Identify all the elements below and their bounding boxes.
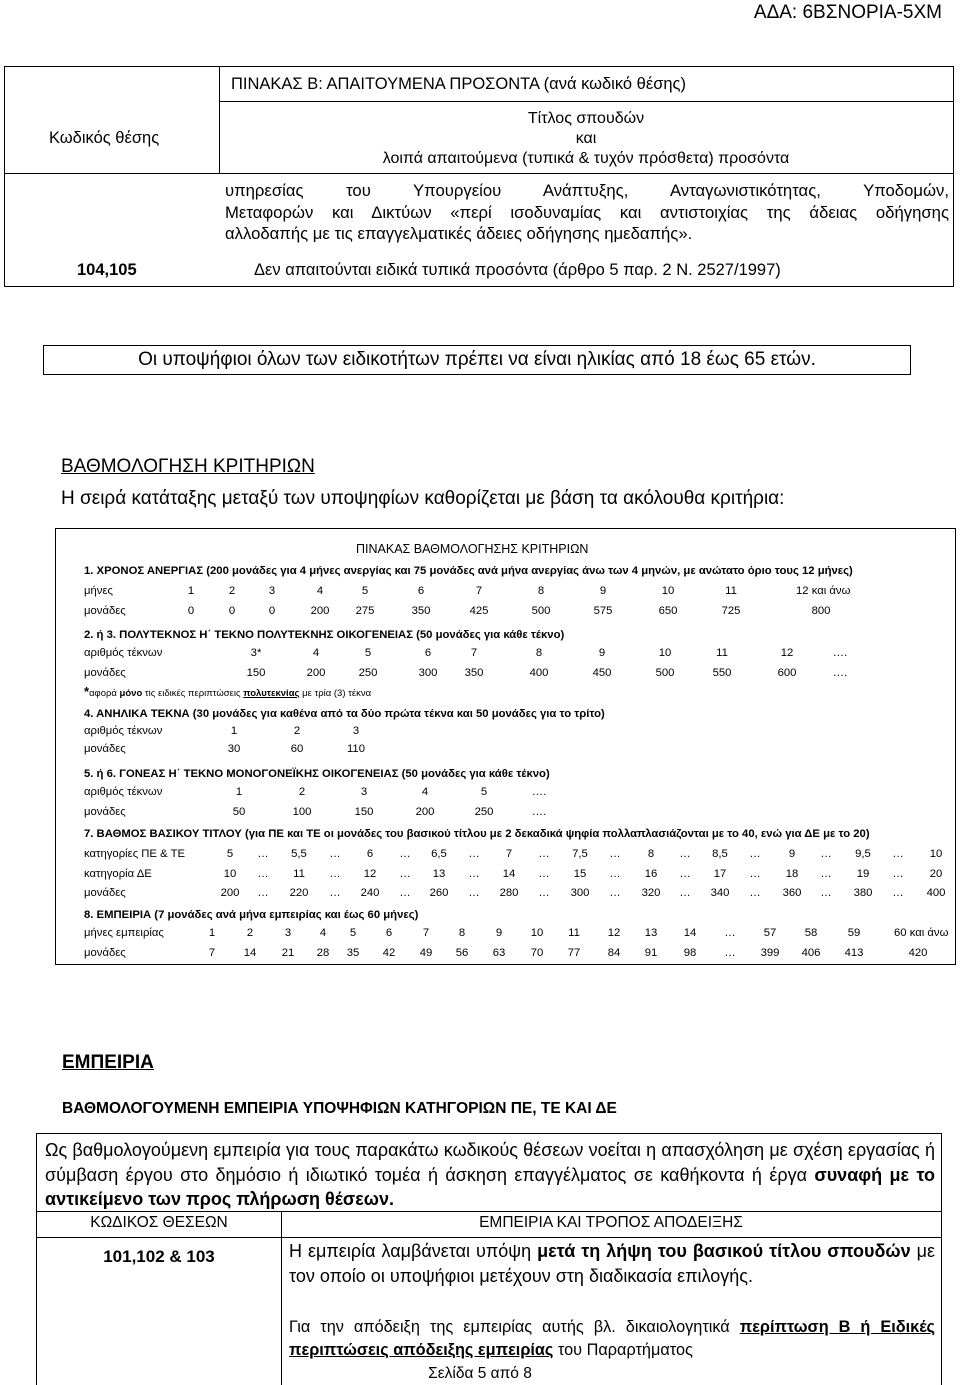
table-cell: 35	[346, 947, 360, 959]
table-cell: 6,5	[431, 848, 447, 860]
row-label: αριθμός τέκνων	[84, 725, 163, 737]
table-cell: 17	[713, 868, 727, 880]
table-cell: 300	[570, 887, 590, 899]
table-cell: …	[399, 868, 411, 880]
table-cell: …	[329, 848, 341, 860]
table-cell: 15	[573, 868, 587, 880]
table-cell: 12	[607, 927, 621, 939]
table-cell: 413	[844, 947, 864, 959]
table-cell: 12	[780, 647, 794, 659]
table-cell: 1	[230, 725, 238, 737]
experience-rule: Η εμπειρία λαμβάνεται υπόψη μετά τη λήψη του βασικού τίτλου σπουδών με τον οποίο οι υποψήφιοι μετέχουν στη διαδικασία επιλογής.	[289, 1241, 935, 1286]
table-cell: 2	[246, 927, 254, 939]
row-label: αριθμός τέκνων	[84, 786, 163, 798]
experience-intro: Ως βαθμολογούμενη εμπειρία για τους παρακάτω κωδικούς θέσεων νοείται η απασχόληση με σχέση εργασίας ή σύμβαση έργου στο δημόσιο ή ιδιωτικό τομέα ή άσκηση επαγγέλματος σε καθήκοντα ή έργα συναφή με το αντικείμενο των προς πλήρωση θέσεων.	[45, 1140, 935, 1209]
table-cell: 8,5	[712, 848, 728, 860]
table-cell: 350	[464, 667, 484, 679]
table-cell: 200	[306, 667, 326, 679]
table-cell: …	[892, 848, 904, 860]
table-cell: 11	[725, 585, 737, 597]
table-cell: 280	[499, 887, 519, 899]
table-cell: 11	[716, 647, 728, 659]
table-cell: …	[257, 848, 269, 860]
table-cell: 150	[354, 806, 374, 818]
table-cell: 3	[360, 786, 368, 798]
divider	[37, 1237, 941, 1238]
section-heading: 4. ΑΝΗΛΙΚΑ ΤΕΚΝΑ (30 μονάδες για καθένα από τα δύο πρώτα τέκνα και 50 μονάδες για το τρίτο)	[84, 708, 605, 720]
table-cell: 600	[777, 667, 797, 679]
experience-heading: ΕΜΠΕΙΡΙΑ	[62, 1052, 154, 1073]
table-cell: 350	[411, 605, 431, 617]
table-cell: 21	[281, 947, 295, 959]
table-cell: 6	[424, 647, 432, 659]
table-cell: …	[820, 848, 832, 860]
row-label: μονάδες	[84, 605, 126, 617]
table-cell: 13	[432, 868, 446, 880]
table-title: ΠΙΝΑΚΑΣ Β: ΑΠΑΙΤΟΥΜΕΝΑ ΠΡΟΣΟΝΤΑ (ανά κωδικό θέσης)	[231, 75, 686, 93]
table-cell: 18	[785, 868, 799, 880]
requirements-text: Δεν απαιτούνται ειδικά τυπικά προσόντα (άρθρο 5 παρ. 2 Ν. 2527/1997)	[254, 261, 781, 279]
table-cell: …	[257, 887, 269, 899]
table-cell: 9	[495, 927, 503, 939]
table-cell: 3	[352, 725, 360, 737]
table-cell: 200	[415, 806, 435, 818]
table-cell: …	[609, 868, 621, 880]
table-cell: …	[609, 848, 621, 860]
table-cell: …	[399, 848, 411, 860]
table-cell: 30	[227, 743, 241, 755]
table-cell: 550	[712, 667, 732, 679]
table-cell: …	[329, 868, 341, 880]
table-cell: …	[399, 887, 411, 899]
table-cell: …	[724, 927, 736, 939]
table-cell: 2	[228, 585, 236, 597]
table-cell: 7	[422, 927, 430, 939]
table-cell: …	[468, 887, 480, 899]
table-cell: …	[749, 848, 761, 860]
table-cell: …	[468, 868, 480, 880]
table-cell: …	[749, 887, 761, 899]
table-cell: …	[679, 868, 691, 880]
row-label: μονάδες	[84, 743, 126, 755]
table-cell: 400	[529, 667, 549, 679]
table-cell: 60	[290, 743, 304, 755]
row-label: μονάδες	[84, 806, 126, 818]
table-cell: 4	[316, 585, 324, 597]
table-cell: 58	[804, 927, 818, 939]
table-cell: 1	[187, 585, 195, 597]
table-cell: 7	[208, 947, 216, 959]
table-cell: …	[538, 848, 550, 860]
table-cell: 0	[228, 605, 236, 617]
table-cell: 380	[853, 887, 873, 899]
table-cell: 110	[346, 743, 365, 755]
table-cell: 11	[568, 927, 580, 939]
scoring-table-title: ΠΙΝΑΚΑΣ ΒΑΘΜΟΛΟΓΗΣΗΣ ΚΡΙΤΗΡΙΩΝ	[356, 542, 589, 556]
table-cell: 8	[647, 848, 655, 860]
table-cell: 1	[235, 786, 243, 798]
table-cell: 4	[312, 647, 320, 659]
col-header-title: Τίτλος σπουδών και λοιπά απαιτούμενα (τυπικά & τυχόν πρόσθετα) προσόντα	[382, 110, 790, 167]
table-cell: 450	[592, 667, 612, 679]
table-cell: 56	[455, 947, 469, 959]
table-cell: 2	[293, 725, 301, 737]
table-cell: 0	[187, 605, 195, 617]
scoring-table	[55, 528, 956, 965]
table-cell: 360	[782, 887, 802, 899]
experience-table	[36, 1133, 942, 1385]
section-heading: 7. ΒΑΘΜΟΣ ΒΑΣΙΚΟΥ ΤΙΤΛΟΥ (για ΠΕ και ΤΕ οι μονάδες του βασικού τίτλου με 2 δεκαδικά ψηφία πολλαπλασιάζονται με το 40, ενώ για ΔΕ με το 20)	[84, 828, 870, 840]
table-cell: 250	[474, 806, 494, 818]
section-heading: 2. ή 3. ΠΟΛΥΤΕΚΝΟΣ Η΄ ΤΕΚΝΟ ΠΟΛΥΤΕΚΝΗΣ ΟΙΚΟΓΕΝΕΙΑΣ (50 μονάδες για κάθε τέκνο)	[84, 629, 565, 641]
table-cell: 5	[349, 927, 357, 939]
table-cell: 5,5	[291, 848, 307, 860]
table-cell: 6	[366, 848, 374, 860]
ada-code: ΑΔΑ: 6ΒΣΝΟΡΙΑ-5ΧΜ	[753, 2, 942, 23]
table-cell: 8	[458, 927, 466, 939]
table-cell: 14	[243, 947, 257, 959]
table-cell: …	[538, 868, 550, 880]
table-cell: 98	[683, 947, 697, 959]
table-cell: 6	[417, 585, 425, 597]
page-footer: Σελίδα 5 από 8	[428, 1365, 532, 1382]
criteria-heading: ΒΑΘΜΟΛΟΓΗΣΗ ΚΡΙΤΗΡΙΩΝ	[61, 456, 315, 477]
table-cell: 2	[298, 786, 306, 798]
table-cell: 60 και άνω	[894, 927, 949, 939]
table-cell: 84	[607, 947, 621, 959]
table-cell: 3*	[250, 647, 262, 659]
table-cell: 240	[360, 887, 380, 899]
table-cell: 200	[220, 887, 240, 899]
table-cell: 14	[683, 927, 697, 939]
position-code: 104,105	[77, 261, 137, 279]
table-cell: 575	[593, 605, 613, 617]
table-cell: 12 και άνω	[796, 585, 851, 597]
table-cell: 5	[226, 848, 234, 860]
table-cell: 0	[268, 605, 276, 617]
table-cell: 100	[292, 806, 312, 818]
table-cell: 50	[232, 806, 246, 818]
section-heading: 1. ΧΡΟΝΟΣ ΑΝΕΡΓΙΑΣ (200 μονάδες για 4 μήνες ανεργίας και 75 μονάδες ανά μήνα ανεργίας άνω των 4 μηνών, με ανώτατο όριο τους 12 μήνες)	[84, 565, 853, 577]
table-cell: 11	[293, 868, 305, 880]
continuation-text: υπηρεσίας του Υπουργείου Ανάπτυξης, Ανταγωνιστικότητας, Υποδομών, Μεταφορών και Δικτύων «περί ισοδυναμίας και αντιστοιχίας της άδειας οδήγησης αλλοδαπής με τις επαγγελματικές άδειες οδήγησης ημεδαπής».	[225, 181, 949, 243]
table-cell: …	[820, 887, 832, 899]
table-cell: 77	[567, 947, 581, 959]
position-codes: 101,102 & 103	[103, 1247, 215, 1266]
table-cell: 7,5	[572, 848, 588, 860]
table-cell: 12	[363, 868, 377, 880]
divider	[37, 1211, 941, 1212]
table-cell: 4	[421, 786, 429, 798]
table-cell: …	[820, 868, 832, 880]
table-cell: 1	[208, 927, 216, 939]
table-cell: 500	[531, 605, 551, 617]
row-label: μήνες εμπειρίας	[84, 927, 164, 939]
table-cell: …	[892, 868, 904, 880]
table-cell: …	[724, 947, 736, 959]
table-cell: 220	[289, 887, 309, 899]
table-cell: …	[329, 887, 341, 899]
divider	[219, 101, 953, 102]
section-heading: 5. ή 6. ΓΟΝΕΑΣ Η΄ ΤΕΚΝΟ ΜΟΝΟΓΟΝΕΪΚΗΣ ΟΙΚΟΓΕΝΕΙΑΣ (50 μονάδες για κάθε τέκνο)	[84, 768, 550, 780]
table-cell: 5	[364, 647, 372, 659]
table-cell: …	[257, 868, 269, 880]
criteria-intro: Η σειρά κατάταξης μεταξύ των υποψηφίων καθορίζεται με βάση τα ακόλουθα κριτήρια:	[61, 488, 785, 509]
table-cell: 13	[644, 927, 658, 939]
table-cell: 250	[358, 667, 378, 679]
age-note: Οι υποψήφιοι όλων των ειδικοτήτων πρέπει να είναι ηλικίας από 18 έως 65 ετών.	[43, 345, 911, 375]
table-cell: 3	[268, 585, 276, 597]
table-cell: 275	[355, 605, 375, 617]
table-cell: 399	[760, 947, 780, 959]
table-cell: 5	[361, 585, 369, 597]
table-cell: 63	[492, 947, 506, 959]
table-cell: 9	[598, 647, 606, 659]
table-cell: 14	[502, 868, 516, 880]
table-cell: 10	[530, 927, 544, 939]
table-cell: ….	[832, 667, 848, 679]
divider	[5, 173, 953, 174]
table-cell: 10	[658, 647, 672, 659]
table-cell: 28	[316, 947, 330, 959]
table-cell: 91	[644, 947, 658, 959]
table-cell: 19	[856, 868, 870, 880]
table-cell: 7	[505, 848, 513, 860]
table-cell: 260	[429, 887, 449, 899]
table-cell: …	[749, 868, 761, 880]
table-cell: 8	[537, 585, 545, 597]
row-label: μήνες	[84, 585, 113, 597]
col-header-code: ΚΩΔΙΚΟΣ ΘΕΣΕΩΝ	[90, 1214, 228, 1231]
requirements-table	[4, 66, 954, 287]
table-cell: 3	[284, 927, 292, 939]
table-cell: 6	[385, 927, 393, 939]
table-cell: 10	[661, 585, 675, 597]
table-cell: 7	[470, 647, 478, 659]
table-cell: 340	[710, 887, 730, 899]
table-cell: 4	[319, 927, 327, 939]
table-cell: ….	[531, 806, 547, 818]
table-cell: 9	[788, 848, 796, 860]
table-cell: 57	[763, 927, 777, 939]
table-cell: 10	[929, 848, 943, 860]
table-cell: …	[538, 887, 550, 899]
table-cell: 20	[929, 868, 943, 880]
col-header-code: Κωδικός θέσης	[49, 129, 160, 147]
table-cell: …	[679, 887, 691, 899]
row-label: μονάδες	[84, 887, 126, 899]
table-cell: 150	[246, 667, 266, 679]
section-heading: 8. ΕΜΠΕΙΡΙΑ (7 μονάδες ανά μήνα εμπειρίας και έως 60 μήνες)	[84, 909, 419, 921]
table-cell: 5	[480, 786, 488, 798]
table-cell: 500	[655, 667, 675, 679]
table-cell: 9,5	[855, 848, 871, 860]
table-cell: 49	[419, 947, 433, 959]
table-cell: 16	[644, 868, 658, 880]
table-cell: …	[892, 887, 904, 899]
table-cell: …	[679, 848, 691, 860]
row-label: κατηγορία ΔΕ	[84, 868, 152, 880]
experience-subheading: ΒΑΘΜΟΛΟΓΟΥΜΕΝΗ ΕΜΠΕΙΡΙΑ ΥΠΟΨΗΦΙΩΝ ΚΑΤΗΓΟΡΙΩΝ ΠΕ, ΤΕ ΚΑΙ ΔΕ	[62, 1100, 617, 1117]
row-label: μονάδες	[84, 667, 126, 679]
table-cell: 725	[721, 605, 741, 617]
table-cell: 10	[223, 868, 237, 880]
col-header-experience: ΕΜΠΕΙΡΙΑ ΚΑΙ ΤΡΟΠΟΣ ΑΠΟΔΕΙΞΗΣ	[479, 1214, 743, 1231]
table-cell: 9	[599, 585, 607, 597]
table-cell: 59	[847, 927, 861, 939]
table-cell: …	[609, 887, 621, 899]
table-cell: ….	[531, 786, 547, 798]
row-label: κατηγορίες ΠΕ & ΤΕ	[84, 848, 186, 860]
table-cell: 200	[310, 605, 330, 617]
table-cell: 650	[658, 605, 678, 617]
table-cell: 7	[475, 585, 483, 597]
table-cell: 406	[801, 947, 821, 959]
table-cell: 70	[530, 947, 544, 959]
table-cell: …	[468, 848, 480, 860]
row-label: μονάδες	[84, 947, 126, 959]
experience-proof: Για την απόδειξη της εμπειρίας αυτής βλ. δικαιολογητικά περίπτωση Β ή Ειδικές περιπτώσεις απόδειξης εμπειρίας του Παραρτήματος	[289, 1318, 936, 1359]
row-label: αριθμός τέκνων	[84, 647, 163, 659]
table-cell: 420	[908, 947, 928, 959]
table-cell: 800	[811, 605, 831, 617]
table-cell: 300	[418, 667, 438, 679]
table-cell: 425	[469, 605, 489, 617]
table-cell: ….	[832, 647, 848, 659]
table-cell: 400	[926, 887, 946, 899]
table-cell: 42	[382, 947, 396, 959]
table-cell: 8	[535, 647, 543, 659]
table-cell: 320	[641, 887, 661, 899]
footnote: *αφορά μόνο τις ειδικές περιπτώσεις πολυτεκνίας με τρία (3) τέκνα	[84, 684, 372, 699]
